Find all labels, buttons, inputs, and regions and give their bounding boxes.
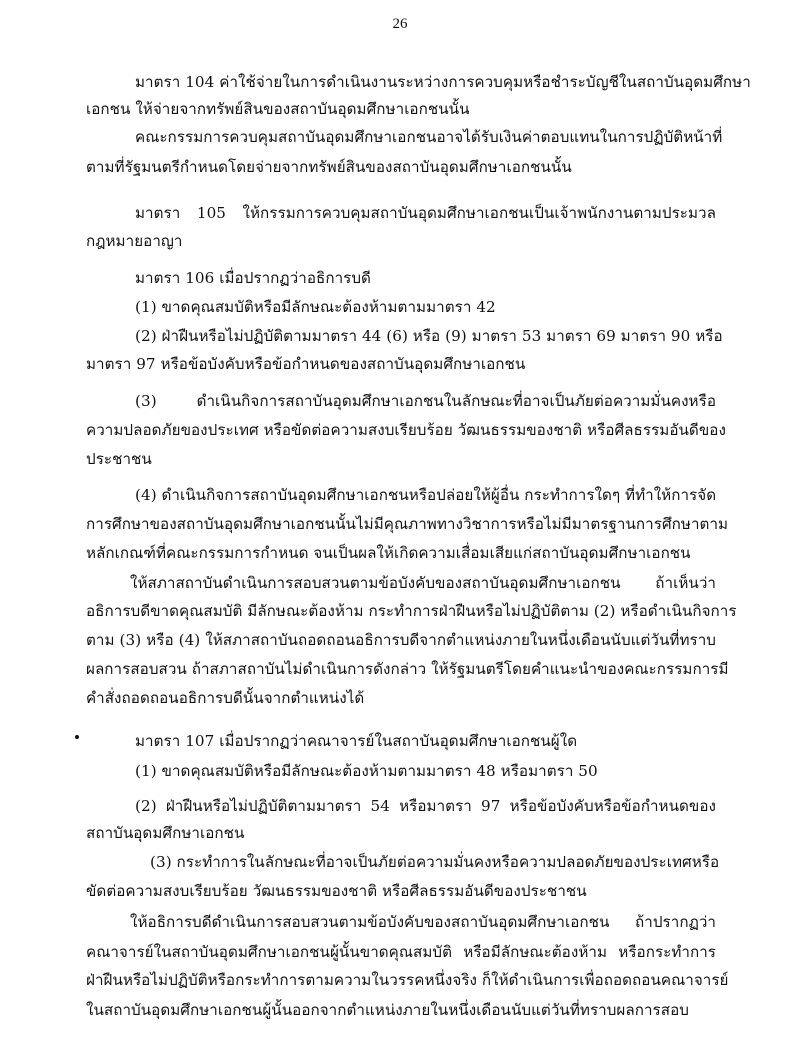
text-line: ผลการสอบสวน ถ้าสภาสถาบันไม่ดำเนินการดังกล่าว ให้รัฐมนตรีโดยคำแนะนำของคณะกรรมการมี (86, 660, 729, 678)
text-line: ความปลอดภัยของประเทศ หรือขัดต่อความสงบเรียบร้อย วัฒนธรรมของชาติ หรือศีลธรรมอันดีของ (86, 421, 726, 439)
text-line: การศึกษาของสถาบันอุดมศึกษาเอกชนนั้นไม่มีคุณภาพทางวิชาการหรือไม่มีมาตรฐานการศึกษาตาม (86, 515, 729, 533)
text-line: กฎหมายอาญา (86, 232, 183, 250)
text-line: อธิการบดีขาดคุณสมบัติ มีลักษณะต้องห้าม กระทำการฝ่าฝืนหรือไม่ปฏิบัติตาม (2) หรือดำเนินกิจการ (86, 602, 737, 620)
text-line: มาตรา 97 หรือข้อบังคับหรือข้อกำหนดของสถาบันอุดมศึกษาเอกชน (86, 355, 526, 373)
text-line: (2) ฝ่าฝืนหรือไม่ปฏิบัติตามมาตรา 54 หรือมาตรา 97 หรือข้อบังคับหรือข้อกำหนดของ (135, 797, 716, 815)
text-line: ขัดต่อความสงบเรียบร้อย วัฒนธรรมของชาติ หรือศีลธรรมอันดีของประชาชน (86, 882, 587, 900)
text-line: ให้สภาสถาบันดำเนินการสอบสวนตามข้อบังคับของสถาบันอุดมศึกษาเอกชน ถ้าเห็นว่า (130, 574, 716, 592)
text-line: มาตรา 105 ให้กรรมการควบคุมสถาบันอุดมศึกษาเอกชนเป็นเจ้าพนักงานตามประมวล (135, 204, 716, 222)
text-line: (1) ขาดคุณสมบัติหรือมีลักษณะต้องห้ามตามมาตรา 42 (135, 298, 496, 316)
text-line: ตาม (3) หรือ (4) ให้สภาสถาบันถอดถอนอธิการบดีจากตำแหน่งภายในหนึ่งเดือนนับแต่วันที่ทราบ (86, 631, 716, 649)
text-line: มาตรา 107 เมื่อปรากฏว่าคณาจารย์ในสถาบันอุดมศึกษาเอกชนผู้ใด (135, 732, 578, 750)
text-line: สถาบันอุดมศึกษาเอกชน (86, 824, 245, 842)
text-line: ประชาชน (86, 450, 152, 468)
text-line: (4) ดำเนินกิจการสถาบันอุดมศึกษาเอกชนหรือปล่อยให้ผู้อื่น กระทำการใดๆ ที่ทำให้การจัด (135, 486, 717, 504)
text-line: ในสถาบันอุดมศึกษาเอกชนผู้นั้นออกจากตำแหน่งภายในหนึ่งเดือนนับแต่วันที่ทราบผลการสอบ (86, 1001, 689, 1019)
text-line: เอกชน ให้จ่ายจากทรัพย์สินของสถาบันอุดมศึกษาเอกชนนั้น (86, 100, 470, 118)
text-line: คณาจารย์ในสถาบันอุดมศึกษาเอกชนผู้นั้นขาดคุณสมบัติ หรือมีลักษณะต้องห้าม หรือกระทำการ (86, 943, 716, 961)
text-line: (2) ฝ่าฝืนหรือไม่ปฏิบัติตามมาตรา 44 (6) หรือ (9) มาตรา 53 มาตรา 69 มาตรา 90 หรือ (135, 327, 723, 345)
text-line: ให้อธิการบดีดำเนินการสอบสวนตามข้อบังคับของสถาบันอุดมศึกษาเอกชน ถ้าปรากฏว่า (130, 913, 716, 931)
text-line: (3) ดำเนินกิจการสถาบันอุดมศึกษาเอกชนในลักษณะที่อาจเป็นภัยต่อความมั่นคงหรือ (135, 392, 716, 410)
text-line: (1) ขาดคุณสมบัติหรือมีลักษณะต้องห้ามตามมาตรา 48 หรือมาตรา 50 (135, 762, 598, 780)
text-line: คณะกรรมการควบคุมสถาบันอุดมศึกษาเอกชนอาจได้รับเงินค่าตอบแทนในการปฏิบัติหน้าที่ (135, 128, 723, 146)
scan-mark (75, 735, 79, 739)
text-line: ฝ่าฝืนหรือไม่ปฏิบัติหรือกระทำการตามความในวรรคหนึ่งจริง ก็ให้ดำเนินการเพื่อถอดถอนคณาจารย์ (86, 971, 729, 989)
text-line: คำสั่งถอดถอนอธิการบดีนั้นจากตำแหน่งได้ (86, 689, 365, 707)
text-line: มาตรา 106 เมื่อปรากฏว่าอธิการบดี (135, 269, 371, 287)
text-line: หลักเกณฑ์ที่คณะกรรมการกำหนด จนเป็นผลให้เกิดความเสื่อมเสียแก่สถาบันอุดมศึกษาเอกชน (86, 544, 691, 562)
text-line: มาตรา 104 ค่าใช้จ่ายในการดำเนินงานระหว่างการควบคุมหรือชำระบัญชีในสถาบันอุดมศึกษา (135, 73, 751, 91)
text-line: ตามที่รัฐมนตรีกำหนดโดยจ่ายจากทรัพย์สินของสถาบันอุดมศึกษาเอกชนนั้น (86, 158, 572, 176)
page-number: 26 (392, 16, 408, 32)
text-line: (3) กระทำการในลักษณะที่อาจเป็นภัยต่อความมั่นคงหรือความปลอดภัยของประเทศหรือ (150, 853, 720, 871)
